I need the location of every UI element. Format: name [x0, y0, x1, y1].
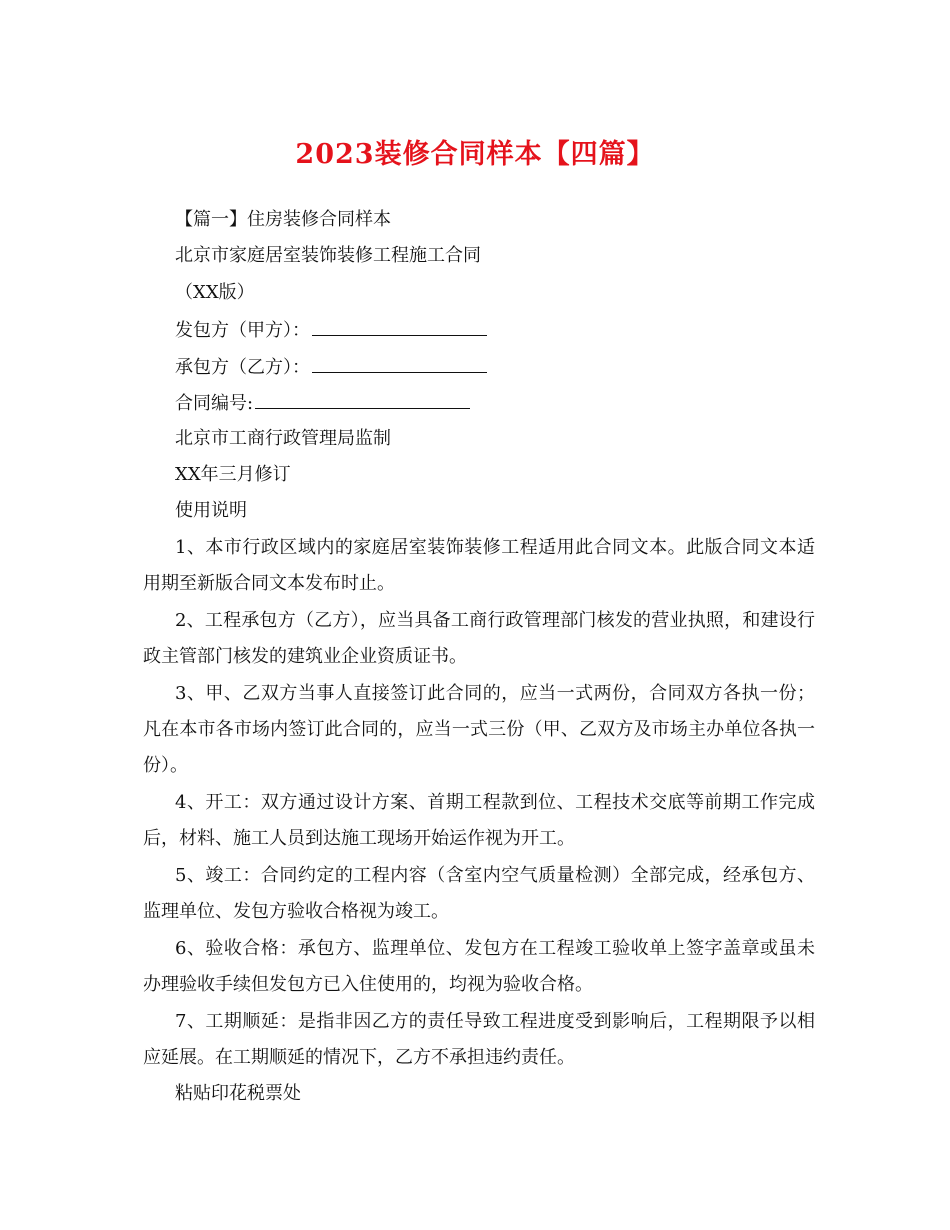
- instruction-item-6: 6、验收合格：承包方、监理单位、发包方在工程竣工验收单上签字盖章或虽未办理验收手续但发包方已入住使用的，均视为验收合格。: [143, 938, 815, 995]
- party-a-label: 发包方（甲方）：: [175, 320, 310, 341]
- contract-no-blank: [255, 390, 470, 409]
- party-b-blank: [312, 354, 487, 373]
- contract-name: 北京市家庭居室装饰装修工程施工合同: [175, 245, 481, 266]
- contract-no-label: 合同编号:: [175, 393, 254, 414]
- instruction-item-7: 7、工期顺延：是指非因乙方的责任导致工程进度受到影响后，工程期限予以相应延展。在工期顺延的情况下，乙方不承担违约责任。: [143, 1011, 815, 1068]
- party-a-blank: [312, 317, 487, 336]
- supervisor-line: 北京市工商行政管理局监制: [175, 428, 391, 449]
- party-b-label: 承包方（乙方）：: [175, 357, 310, 378]
- party-b-row: [175, 354, 487, 380]
- stamp-note: 粘贴印花税票处: [175, 1083, 301, 1104]
- instruction-item-1: 1、本市行政区域内的家庭居室装饰装修工程适用此合同文本。此版合同文本适用期至新版合同文本发布时止。: [143, 537, 815, 594]
- instruction-item-5: 5、竣工：合同约定的工程内容（含室内空气质量检测）全部完成，经承包方、监理单位、发包方验收合格视为竣工。: [143, 865, 815, 922]
- edition-label: （XX版）: [175, 282, 255, 303]
- section-heading: 【篇一】住房装修合同样本: [175, 209, 391, 230]
- instruction-item-3: 3、甲、乙双方当事人直接签订此合同的，应当一式两份，合同双方各执一份；凡在本市各市场内签订此合同的，应当一式三份（甲、乙双方及市场主办单位各执一份）。: [143, 683, 815, 776]
- document-title: 2023装修合同样本【四篇】: [295, 139, 655, 170]
- instruction-item-4: 4、开工：双方通过设计方案、首期工程款到位、工程技术交底等前期工作完成后，材料、施工人员到达施工现场开始运作视为开工。: [143, 792, 815, 849]
- instruction-item-2: 2、工程承包方（乙方），应当具备工商行政管理部门核发的营业执照，和建设行政主管部门核发的建筑业企业资质证书。: [143, 610, 815, 667]
- contract-no-row: [175, 390, 470, 416]
- instructions-heading: 使用说明: [175, 500, 247, 521]
- party-a-row: [175, 317, 487, 343]
- revision-line: XX年三月修订: [175, 464, 291, 485]
